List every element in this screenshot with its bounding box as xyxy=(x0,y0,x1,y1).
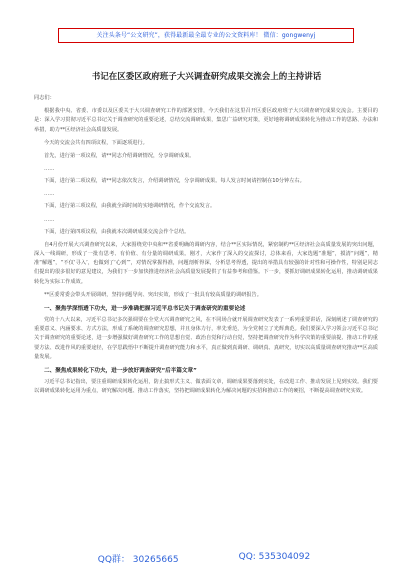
paragraph: **区委常委会带头开展调研，坚持问题导向、突出实效，形成了一批具有较高质量的调研报告。 xyxy=(44,291,262,298)
qq-group-watermark: QQ群： 30265665 xyxy=(97,555,179,565)
paragraph: 习近平总书记指出，要注重调研成果转化运用，防止搞形式主义、做表面文章，调研成果要落到实处，在改进工作、推动发展上见到实效。我们要以调研成果转化运用为重点，研究解决问题、推动工作落实，坚持把调研成果转化为解决问题的实招和推动工作的硬招，不断提高调查研究实效。 xyxy=(34,379,378,395)
document-body xyxy=(34,94,378,400)
ellipsis: …… xyxy=(44,166,55,173)
paragraph: 自4月份开展大兴调查研究以来，大家围绕党中央和**省委明确的调研内容，结合**区实际情况，紧密制约**区经济社会高质量发展的突出问题，深入一线调研，形成了一批有思考、有价值、有分量的调研成果。刚才，大家作了深入的交流探讨，总体来看，大家选题“准题”，摸清“问题”，精准“解题”，“不仅‘寻入’，也做到了‘心到’”，对情况掌握得准，问题剖析得深，分析思考得透，提出的举措具有较强的针对性和可操作性，特别是同志们提出的很多很好的意见建议，为我们下一步加快推进经济社会高质量发展提供了有益参考和借鉴。下一步，要抓好调研成果转化运用，推动调研成果转化为实际工作成效。 xyxy=(34,241,378,285)
paragraph: 今天的交流会共有四项议程，下面逐项进行。 xyxy=(44,139,148,146)
ellipsis: …… xyxy=(44,191,55,198)
qq-watermark: QQ: 535304092 xyxy=(238,552,311,562)
section-heading: 一、聚焦学深悟透下功夫，进一步准确把握习近平总书记关于调查研究的重要论述 xyxy=(44,306,246,313)
paragraph: 党的十八大以来，习近平总书记多次强调要在全党大兴调查研究之风，在不同场合就开展调查研究发表了一系列重要讲话，深刻阐述了调查研究的重要意义、内涵要求、方式方法，形成了系统的调查研究思想，并且身体力行，率先垂范，为全党树立了光辉典范。我们要深入学习领会习近平总书记关于调查研究的重要论述，进一步增强做好调查研究工作的思想自觉、政治自觉和行动自觉，坚持把调查研究作为科学决策的重要前提、推动工作的重要方法、改进作风的重要途径，在学思践悟中不断提升调查研究能力和水平，真正做到真调研、调研真、真研究，切实以高质量调查研究推动**区高质量发展。 xyxy=(34,317,378,360)
paragraph: 首先，进行第一项议程，请**同志介绍调研情况，分享调研成果。 xyxy=(44,153,195,160)
section-heading: 二、聚焦成果转化下功夫，进一步放好调查研究“后半篇文章” xyxy=(44,368,197,375)
paragraph: 下面，进行第四项议程，由我就本次调研成果交流会作个总结。 xyxy=(44,228,190,235)
ellipsis: …… xyxy=(44,216,55,223)
document-title: 书记在区委区政府班子大兴调查研究成果交流会上的主持讲话 xyxy=(91,72,322,82)
contact-footer xyxy=(0,552,408,566)
greeting: 同志们： xyxy=(34,95,55,101)
paragraph: 根据我中央、省委、市委以及区委关于大兴调查研究工作的部署安排，今天我们在这里召开区委区政府班子大兴调查研究成果交流会。主要目的是：深入学习贯彻习近平总书记关于调查研究的重要论述，总结交流调研成果，集思广益研究对策，更好地将调研成果转化为推动工作的思路、办法和举措，助力**区经济社会高质量发展。 xyxy=(34,108,378,133)
paragraph: 下面，进行第二项议程，请**同志依次发言，介绍调研情况，分享调研成果。每人发言时间请控制在10分钟左右。 xyxy=(44,178,305,185)
promo-banner: 关注头条号“公文研究”，获得最新最全最专业的公文资料库！ 微信：gongwenyj xyxy=(58,28,354,43)
paragraph: 下面，进行第三项议程，由我就全面时间的实地调研情况，作个交流发言。 xyxy=(44,203,216,210)
